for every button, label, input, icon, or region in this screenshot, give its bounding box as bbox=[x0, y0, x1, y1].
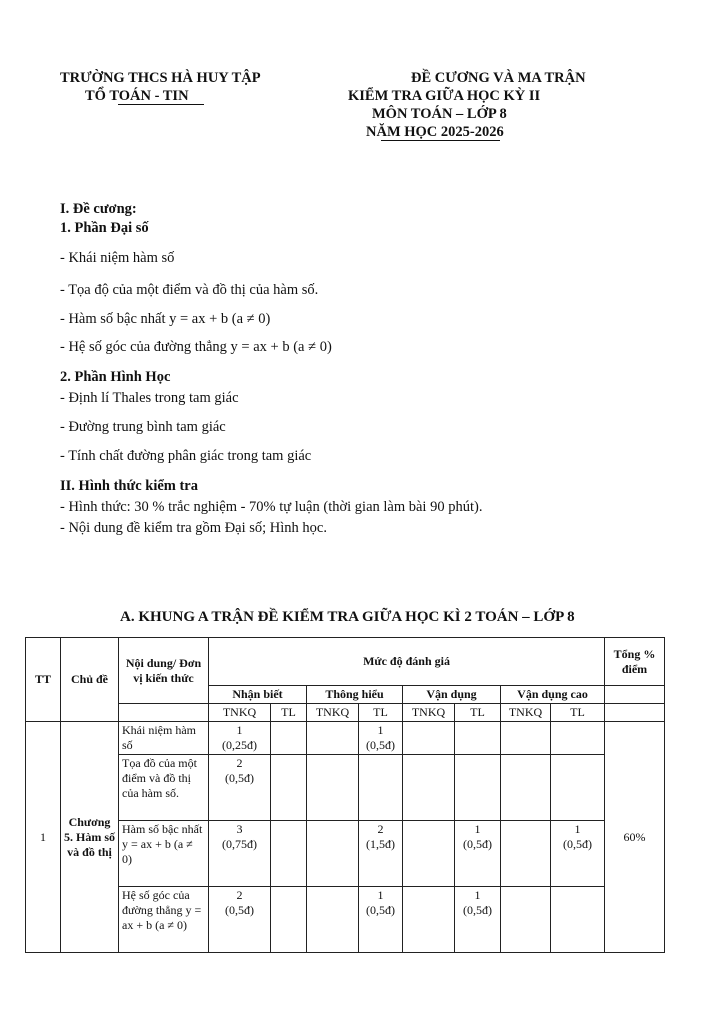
cell-empty bbox=[551, 887, 605, 953]
cell-empty bbox=[501, 821, 551, 887]
header-sub: TL bbox=[455, 704, 501, 722]
school-name: TRƯỜNG THCS HÀ HUY TẬP bbox=[60, 70, 261, 86]
header-sub: TL bbox=[271, 704, 307, 722]
cell-empty bbox=[551, 722, 605, 755]
school-year: NĂM HỌC 2025-2026 bbox=[366, 124, 504, 140]
header-level-advanced: Vận dụng cao bbox=[501, 686, 605, 704]
cell-empty bbox=[307, 722, 359, 755]
header-level-application: Vận dụng bbox=[403, 686, 501, 704]
table-row bbox=[26, 722, 665, 755]
row-content: Hàm số bậc nhất y = ax + b (a ≠ 0) bbox=[119, 821, 209, 887]
cell-empty bbox=[551, 755, 605, 821]
geometry-item: - Tính chất đường phân giác trong tam giác bbox=[60, 448, 312, 464]
row-chapter: Chương 5. Hàm số và đồ thị bbox=[61, 722, 119, 953]
algebra-item: - Khái niệm hàm số bbox=[60, 250, 175, 266]
cell-empty bbox=[501, 755, 551, 821]
cell-empty bbox=[455, 722, 501, 755]
department-underline bbox=[118, 104, 204, 105]
format-item: - Hình thức: 30 % trắc nghiệm - 70% tự luận (thời gian làm bài 90 phút). bbox=[60, 499, 483, 515]
cell-empty bbox=[271, 755, 307, 821]
cell-value: 1 (0,5đ) bbox=[359, 887, 403, 953]
header-sub: TL bbox=[551, 704, 605, 722]
cell-empty bbox=[403, 722, 455, 755]
header-sub-blank bbox=[605, 704, 665, 722]
subject-name: MÔN TOÁN – LỚP 8 bbox=[372, 106, 507, 122]
format-item: - Nội dung đề kiểm tra gồm Đại số; Hình học. bbox=[60, 520, 327, 536]
department-name: TỔ TOÁN - TIN bbox=[85, 88, 189, 104]
cell-empty bbox=[307, 755, 359, 821]
cell-value: 1 (0,5đ) bbox=[455, 887, 501, 953]
geometry-title: 2. Phần Hình Học bbox=[60, 369, 171, 385]
row-content: Hệ số góc của đường thẳng y = ax + b (a ≠ 0) bbox=[119, 887, 209, 953]
outline-heading: I. Đề cương: bbox=[60, 201, 137, 217]
header-level-recognition: Nhận biết bbox=[209, 686, 307, 704]
table-row bbox=[26, 887, 665, 953]
algebra-item: - Hàm số bậc nhất y = ax + b (a ≠ 0) bbox=[60, 311, 271, 327]
header-sub: TNKQ bbox=[501, 704, 551, 722]
geometry-item: - Định lí Thales trong tam giác bbox=[60, 390, 239, 406]
header-content-blank bbox=[119, 704, 209, 722]
header-sub: TNKQ bbox=[307, 704, 359, 722]
algebra-item: - Tọa độ của một điểm và đồ thị của hàm số. bbox=[60, 282, 319, 298]
header-content: Nội dung/ Đơn vị kiến thức bbox=[119, 638, 209, 704]
cell-value: 1 (0,5đ) bbox=[551, 821, 605, 887]
year-underline bbox=[381, 140, 500, 141]
cell-empty bbox=[307, 887, 359, 953]
assessment-matrix-table bbox=[25, 637, 665, 953]
cell-empty bbox=[359, 755, 403, 821]
header-sub: TL bbox=[359, 704, 403, 722]
cell-empty bbox=[271, 821, 307, 887]
cell-empty bbox=[501, 887, 551, 953]
header-total-blank bbox=[605, 686, 665, 704]
algebra-title: 1. Phần Đại số bbox=[60, 220, 149, 236]
cell-empty bbox=[501, 722, 551, 755]
geometry-item: - Đường trung bình tam giác bbox=[60, 419, 226, 435]
algebra-item: - Hệ số góc của đường thẳng y = ax + b (a ≠ 0) bbox=[60, 339, 332, 355]
header-total: Tổng % điểm bbox=[605, 638, 665, 686]
exam-name: KIỂM TRA GIỮA HỌC KỲ II bbox=[348, 88, 541, 104]
cell-value: 2 (1,5đ) bbox=[359, 821, 403, 887]
header-level-comprehension: Thông hiểu bbox=[307, 686, 403, 704]
cell-empty bbox=[403, 887, 455, 953]
table-row bbox=[26, 755, 665, 821]
cell-value: 1 (0,5đ) bbox=[359, 722, 403, 755]
cell-value: 2 (0,5đ) bbox=[209, 887, 271, 953]
cell-empty bbox=[307, 821, 359, 887]
header-sub: TNKQ bbox=[209, 704, 271, 722]
cell-empty bbox=[403, 755, 455, 821]
header-chapter: Chủ đề bbox=[61, 638, 119, 722]
cell-empty bbox=[455, 755, 501, 821]
table-row bbox=[26, 821, 665, 887]
matrix-title: A. KHUNG A TRẬN ĐỀ KIỂM TRA GIỮA HỌC KÌ 2 TOÁN – LỚP 8 bbox=[120, 609, 575, 625]
cell-empty bbox=[403, 821, 455, 887]
row-content: Khái niệm hàm số bbox=[119, 722, 209, 755]
header-assessment-level: Mức độ đánh giá bbox=[209, 638, 605, 686]
cell-empty bbox=[271, 722, 307, 755]
document-title: ĐỀ CƯƠNG VÀ MA TRẬN bbox=[411, 70, 586, 86]
cell-empty bbox=[271, 887, 307, 953]
header-tt: TT bbox=[26, 638, 61, 722]
row-tt: 1 bbox=[26, 722, 61, 953]
cell-value: 3 (0,75đ) bbox=[209, 821, 271, 887]
row-content: Tọa đồ của một điểm và đồ thị của hàm số. bbox=[119, 755, 209, 821]
row-total: 60% bbox=[605, 722, 665, 953]
cell-value: 2 (0,5đ) bbox=[209, 755, 271, 821]
header-sub: TNKQ bbox=[403, 704, 455, 722]
cell-value: 1 (0,5đ) bbox=[455, 821, 501, 887]
format-heading: II. Hình thức kiểm tra bbox=[60, 478, 198, 494]
cell-value: 1 (0,25đ) bbox=[209, 722, 271, 755]
